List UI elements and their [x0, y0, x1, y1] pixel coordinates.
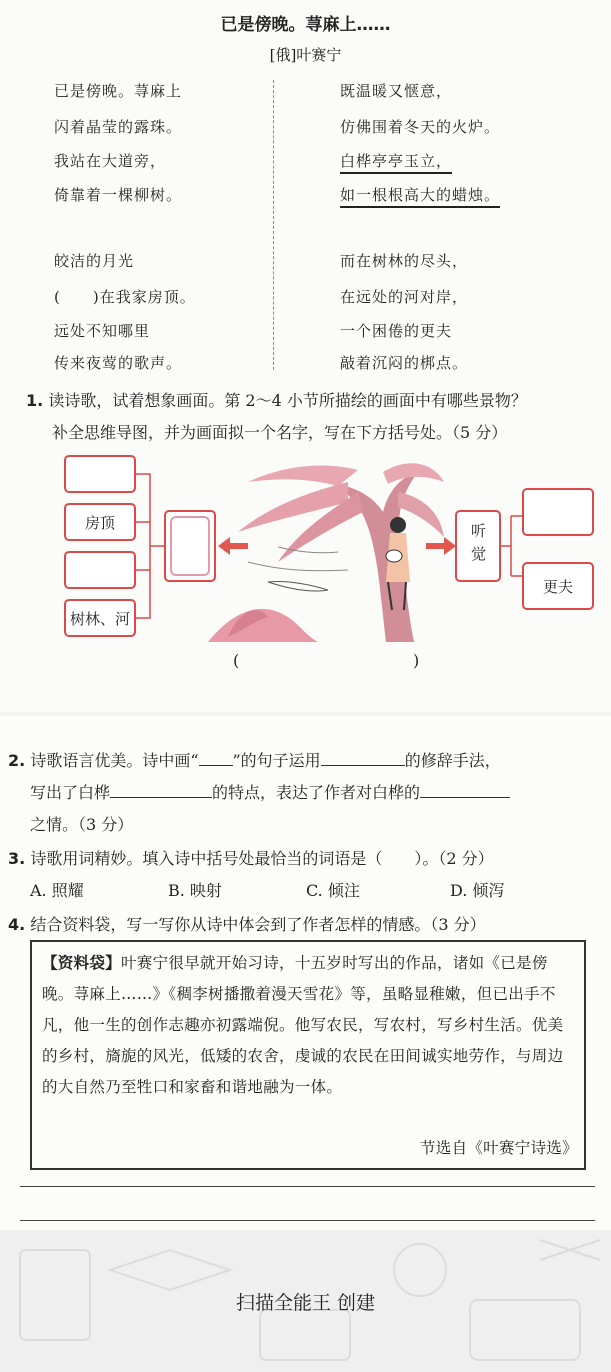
- mindmap-right-box-2[interactable]: 更夫: [522, 562, 594, 610]
- mindmap-right-bracket: [501, 508, 523, 584]
- question-text: 读诗歌，试着想象画面。第 2～4 小节所描绘的画面中有哪些景物？: [48, 391, 527, 410]
- name-bracket-close: ): [413, 651, 420, 670]
- question-1: [26, 388, 527, 411]
- poem-line: 远处不知哪里: [54, 322, 151, 340]
- question-text: 结合资料袋，写一写你从诗中体会到了作者怎样的情感。（3 分）: [30, 915, 486, 934]
- poem-line-underlined: 如一根根高大的蜡烛。: [340, 186, 501, 204]
- answer-line-2[interactable]: [20, 1220, 595, 1221]
- answer-blank[interactable]: [199, 750, 233, 766]
- poem-line: 仿佛围着冬天的火炉。: [340, 118, 501, 136]
- poem-line: 在远处的河对岸，: [340, 288, 469, 306]
- poem-illustration: [208, 452, 444, 642]
- poem-line-underlined: 白桦亭亭玉立，: [340, 152, 453, 170]
- question-number: 1.: [26, 391, 44, 410]
- question-number: 3.: [8, 849, 26, 868]
- option-c[interactable]: C. 倾注: [306, 881, 360, 900]
- question-text: 诗歌用词精妙。填入诗中括号处最恰当的词语是（ ）。（2 分）: [30, 849, 494, 868]
- option-b[interactable]: B. 映射: [168, 881, 222, 900]
- name-bracket-open: (: [233, 651, 240, 670]
- info-box-source: 节选自《叶赛宁诗选》: [419, 1139, 578, 1157]
- poem-line: 既温暖又惬意，: [340, 82, 453, 100]
- hearing-label: 听觉: [469, 523, 487, 569]
- arrow-right-icon: [426, 537, 456, 555]
- mindmap-left-box-1[interactable]: [64, 455, 136, 493]
- option-d[interactable]: D. 倾泻: [450, 881, 505, 900]
- poem-line: 传来夜莺的歌声。: [54, 354, 183, 372]
- mindmap-left-box-2[interactable]: 房顶: [64, 503, 136, 541]
- poem-line-blank: ( )在我家房顶。: [54, 288, 196, 306]
- info-box-body: 叶赛宁很早就开始习诗，十五岁时写出的作品，诸如《已是傍晚。荨麻上……》《稠李树播撒着漫天雪花》等，虽略显稚嫩，但已出手不凡，他一生的创作志趣亦初露端倪。他写农民，写农村，写乡村生活。优美的乡村，旖旎的风光，低矮的农舍，虔诚的农民在田间诚实地劳作，与周边的大自然乃至牲口和家畜和谐地融为一体。: [42, 954, 564, 1096]
- question-text: 写出了白桦: [30, 783, 111, 802]
- scanner-watermark-text: 扫描全能王 创建: [235, 1292, 376, 1314]
- answer-line-1[interactable]: [20, 1186, 595, 1187]
- worksheet-page-2: [0, 716, 611, 1230]
- poem-title: 已是傍晚。荨麻上……: [220, 15, 391, 35]
- poem-line: 一个困倦的更夫: [340, 322, 453, 340]
- answer-blank[interactable]: [420, 782, 510, 798]
- option-a[interactable]: A. 照耀: [30, 881, 84, 900]
- question-1-line2: 补全思维导图，并为画面拟一个名字，写在下方括号处。（5 分）: [52, 423, 508, 442]
- mindmap-left-bracket: [136, 455, 166, 637]
- mindmap-left-box-4[interactable]: 树林、河: [64, 599, 136, 637]
- question-number: 4.: [8, 915, 26, 934]
- question-text: 的修辞手法，: [404, 751, 501, 770]
- mindmap-hearing-box: [455, 510, 501, 582]
- mindmap-center-left-inner: [170, 516, 210, 576]
- question-number: 2.: [8, 751, 26, 770]
- poem-line: 已是傍晚。荨麻上: [54, 82, 183, 100]
- poem-line: 倚靠着一棵柳树。: [54, 186, 183, 204]
- info-box: [30, 940, 586, 1170]
- poem-line: 我站在大道旁，: [54, 152, 167, 170]
- poem-line: 而在树林的尽头，: [340, 252, 469, 270]
- info-box-tag: 【资料袋】: [42, 954, 122, 972]
- answer-blank[interactable]: [110, 782, 212, 798]
- column-divider: [273, 80, 274, 370]
- question-text: 的特点，表达了作者对白桦的: [212, 783, 421, 802]
- poem-line: 敲着沉闷的梆点。: [340, 354, 469, 372]
- question-text: ”的句子运用: [232, 751, 321, 770]
- question-2-line3: 之情。（3 分）: [30, 815, 134, 834]
- question-4: [8, 912, 486, 935]
- question-2: [8, 748, 501, 771]
- answer-blank[interactable]: [321, 750, 405, 766]
- mindmap-right-box-1[interactable]: [522, 488, 594, 536]
- poem-line: 皎洁的月光: [54, 252, 135, 270]
- poem-author: [俄]叶赛宁: [269, 46, 342, 64]
- scanner-footer: [0, 1230, 611, 1372]
- mindmap-left-box-3[interactable]: [64, 551, 136, 589]
- question-text: 诗歌语言优美。诗中画“: [30, 751, 199, 770]
- question-3: [8, 846, 494, 869]
- question-2-line2: [30, 780, 510, 803]
- poem-line: 闪着晶莹的露珠。: [54, 118, 183, 136]
